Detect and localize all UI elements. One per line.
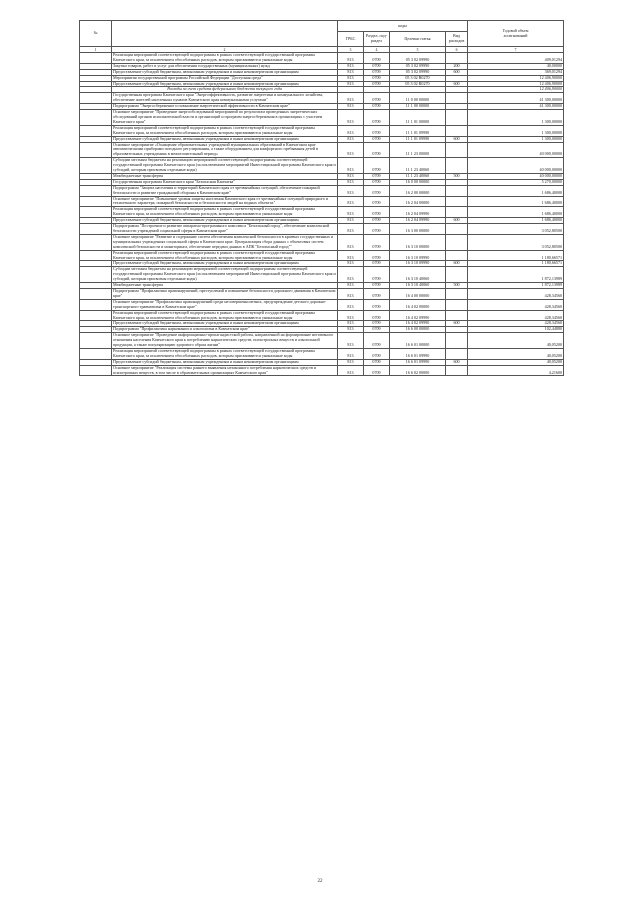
table-row <box>80 53 564 64</box>
row-name-cell: Расходы за счет средств федерального бюджета текущего года <box>112 87 338 93</box>
budget-document <box>79 20 563 376</box>
row-target-cell: 16 3 10 09990 <box>390 250 446 261</box>
col-number-7: 7 <box>468 47 564 53</box>
row-number-cell <box>80 185 112 196</box>
row-target-cell: 11 1 01 09990 <box>390 125 446 136</box>
row-amount-cell: 1 180,66571 <box>468 261 564 267</box>
row-number-cell <box>80 250 112 261</box>
row-type-cell <box>446 142 468 158</box>
row-section-cell: 0709 <box>364 104 390 110</box>
row-amount-cell: 1 872,13989 <box>468 267 564 283</box>
row-grbs-cell: 813 <box>338 158 364 174</box>
row-target-cell: 11 0 00 00000 <box>390 93 446 104</box>
row-grbs-cell: 813 <box>338 110 364 126</box>
row-target-cell: 16 3 10 40060 <box>390 267 446 283</box>
row-name-cell: Реализация мероприятий соответствующей подпрограммы в рамках соответствующей государственной программы Камчатского края, за исключением обособленных расходов, которым присваиваются уникальные коды <box>112 125 338 136</box>
row-name-cell: Основное мероприятие "Проведение информационно-пропагандистской работы, направленной на формирование негативного отношения населения Камчатского края к потреблению наркотических средств, психотропных веществ и алкогольной продукции, а также популяризацию здорового образа жизни" <box>112 333 338 349</box>
row-grbs-cell: 813 <box>338 359 364 365</box>
row-grbs-cell: 813 <box>338 321 364 327</box>
row-name-cell: Предоставление субсидий бюджетным, автономным учреждениям и иным некоммерческим организациям <box>112 321 338 327</box>
table-row <box>80 196 564 207</box>
row-number-cell <box>80 267 112 283</box>
row-target-cell: 16 6 01 09990 <box>390 359 446 365</box>
table-row <box>80 125 564 136</box>
row-number-cell <box>80 224 112 235</box>
row-name-cell: Предоставление субсидий бюджетным, автономным учреждениям и иным некоммерческим организациям <box>112 359 338 365</box>
row-number-cell <box>80 299 112 310</box>
row-name-cell: Субсидии местным бюджетам на реализацию мероприятий соответствующей подпрограммы соответствующей государственной программы Камчатского края (за исключением мероприятий Инвестиционной программы Камчатского края и субсидий, которым присвоены отдельные коды) <box>113 266 336 282</box>
row-grbs-cell: 813 <box>338 63 364 69</box>
header-type: Вид расходов <box>446 32 468 47</box>
row-type-cell: 600 <box>446 136 468 142</box>
row-type-cell <box>446 365 468 376</box>
row-amount-cell: 40,05200 <box>468 359 564 365</box>
row-target-cell: 16 6 01 00000 <box>390 333 446 349</box>
row-amount-cell: 1 686,40000 <box>468 218 564 224</box>
header-section: Раздел, под- раздел <box>364 32 390 47</box>
row-amount-cell: 1 300,00000 <box>468 110 564 126</box>
row-number-cell <box>80 196 112 207</box>
row-target-cell: 16 4 02 09990 <box>390 321 446 327</box>
row-type-cell <box>446 196 468 207</box>
row-name-cell: Основное мероприятие "Проведение энергообследований мероприятий по результатам проведенных энергетических обследований органов исполнительной власти и организаций и программ энергосбережения в организациях с участием Камчатского края" <box>112 110 338 126</box>
row-grbs-cell: 813 <box>338 93 364 104</box>
header-target: Целевая статья <box>390 32 446 47</box>
table-row <box>80 234 564 250</box>
row-number-cell <box>80 333 112 349</box>
row-grbs-cell: 813 <box>338 207 364 218</box>
row-target-cell: 16 4 00 00000 <box>390 288 446 299</box>
row-section-cell: 0709 <box>364 321 390 327</box>
row-target-cell: 16 2 04 00000 <box>390 196 446 207</box>
row-target-cell: 11 1 23 40060 <box>390 158 446 174</box>
row-name-cell: Субсидии местным бюджетам на реализацию мероприятий соответствующей подпрограммы соответствующей государственной программы Камчатского края (за исключением мероприятий Инвестиционной программы Камчатского края и субсидий, которым присвоены отдельные коды) <box>113 157 336 173</box>
table-row <box>80 348 564 359</box>
row-section-cell: 0709 <box>364 69 390 75</box>
row-section-cell: 0709 <box>364 348 390 359</box>
row-target-cell: 16 3 10 00000 <box>390 234 446 250</box>
row-amount-cell: 41 300,00000 <box>468 104 564 110</box>
row-section-cell: 0709 <box>364 359 390 365</box>
row-target-cell: 05 3 02 R0270 <box>390 81 446 87</box>
table-row <box>80 333 564 349</box>
row-amount-cell: 40 000,00000 <box>468 173 564 179</box>
row-type-cell <box>446 348 468 359</box>
row-type-cell <box>446 250 468 261</box>
row-target-cell: 16 3 10 40060 <box>390 283 446 289</box>
row-amount-cell: 1 686,40000 <box>468 207 564 218</box>
row-name-cell: Межбюджетные трансферты <box>112 173 338 179</box>
row-target-cell: 16 6 01 09990 <box>390 348 446 359</box>
row-name-cell: Мероприятия государственной программы Российской Федерации "Доступная среда" <box>112 75 338 81</box>
row-section-cell: 0709 <box>364 288 390 299</box>
col-number-1: 1 <box>80 47 112 53</box>
table-row <box>80 224 564 235</box>
table-row <box>80 93 564 104</box>
row-number-cell <box>80 288 112 299</box>
row-name-cell: Предоставление субсидий бюджетным, автономным учреждениям и иным некоммерческим организациям <box>112 81 338 87</box>
row-type-cell: 600 <box>446 81 468 87</box>
row-number-cell <box>80 142 112 158</box>
row-type-cell <box>446 267 468 283</box>
row-grbs-cell: 813 <box>338 288 364 299</box>
row-amount-cell: 428,34560 <box>468 310 564 321</box>
row-target-cell: 16 6 02 00000 <box>390 365 446 376</box>
row-name-cell: Основное мероприятие "Повышение уровня защиты населения Камчатского края от чрезвычайных ситуаций природного и техногенного характера, пожарной безопасности и безопасности людей на водных объектах" <box>112 196 338 207</box>
row-type-cell: 200 <box>446 63 468 69</box>
row-amount-cell: 4,21600 <box>468 365 564 376</box>
row-name-cell: Основное мероприятие «Оснащение образовательных учреждений муниципальных образований в Камчатском крае автоматическими приборами погодного регулирования, а также оборудованием для комфортного пребывания детей в образовательных учреждениях в межотопительный период» <box>112 142 338 158</box>
row-number-cell <box>80 234 112 250</box>
row-section-cell: 0709 <box>364 283 390 289</box>
row-section-cell: 0709 <box>364 365 390 376</box>
row-section-cell: 0709 <box>364 142 390 158</box>
row-section-cell: 0709 <box>364 179 390 185</box>
row-name-cell: Реализация мероприятий соответствующей подпрограммы в рамках соответствующей государственной программы Камчатского края, за исключением обособленных расходов, которым присваиваются уникальные коды <box>112 53 338 64</box>
row-target-cell: 16 6 00 00000 <box>390 327 446 333</box>
row-name-cell: Основное мероприятие "Развитие и содержание систем обеспечения комплексной безопасности в краевых государственных и муниципальных учреждениях социальной сферы в Камчатском крае. Централизация сбора данных с объектовых систем комплексной безопасности и мониторинга, обеспечение передачи данных в АПК "Безопасный город"" <box>112 234 338 250</box>
row-section-cell: 0709 <box>364 173 390 179</box>
row-target-cell: 16 2 04 09990 <box>390 207 446 218</box>
row-grbs-cell: 813 <box>338 136 364 142</box>
row-amount-cell: 12 406,90000 <box>468 87 564 93</box>
row-number-cell <box>80 125 112 136</box>
col-number-5: 5 <box>390 47 446 53</box>
row-amount-cell: 12 406,90000 <box>468 75 564 81</box>
row-grbs-cell: 813 <box>338 310 364 321</box>
row-grbs-cell: 813 <box>338 261 364 267</box>
row-section-cell: 0709 <box>364 53 390 64</box>
table-row <box>80 310 564 321</box>
row-type-cell: 500 <box>446 283 468 289</box>
header-codes: коды <box>338 21 468 32</box>
row-grbs-cell: 813 <box>338 179 364 185</box>
row-section-cell: 0709 <box>364 261 390 267</box>
header-grbs: ГРБС <box>338 32 364 47</box>
row-name-cell: Предоставление субсидий бюджетным, автономным учреждениям и иным некоммерческим организациям <box>112 218 338 224</box>
row-name-cell: Подпрограмма "Построение и развитие аппаратно-программного комплекса "Безопасный город", обеспечение комплексной безопасности учреждений социальной сферы в Камчатском крае" <box>112 224 338 235</box>
row-amount-cell: 1 872,13989 <box>468 283 564 289</box>
row-section-cell: 0709 <box>364 224 390 235</box>
row-section-cell: 0709 <box>364 125 390 136</box>
row-type-cell: 500 <box>446 173 468 179</box>
row-section-cell: 0709 <box>364 75 390 81</box>
row-amount-cell: 12 406,90000 <box>468 81 564 87</box>
table-row <box>80 158 564 174</box>
row-target-cell: 11 1 00 00000 <box>390 104 446 110</box>
table-row <box>80 267 564 283</box>
row-name-cell: Предоставление субсидий бюджетным, автономным учреждениям и иным некоммерческим организациям <box>112 261 338 267</box>
budget-table <box>79 20 564 376</box>
row-type-cell <box>446 93 468 104</box>
row-grbs-cell: 813 <box>338 69 364 75</box>
row-grbs-cell: 813 <box>338 185 364 196</box>
row-type-cell <box>446 185 468 196</box>
row-section-cell: 0709 <box>364 158 390 174</box>
row-grbs-cell: 813 <box>338 196 364 207</box>
table-row <box>80 207 564 218</box>
row-name-cell: Закупка товаров, работ и услуг для обеспечения государственных (муниципальных) нужд <box>112 63 338 69</box>
row-target-cell: 16 3 10 09990 <box>390 261 446 267</box>
row-amount-cell: 1 300,00000 <box>468 136 564 142</box>
table-row <box>80 110 564 126</box>
row-section-cell: 0709 <box>364 207 390 218</box>
row-type-cell <box>446 207 468 218</box>
row-amount-cell: 40 000,00000 <box>468 158 564 174</box>
row-type-cell: 600 <box>446 321 468 327</box>
row-section-cell: 0709 <box>364 234 390 250</box>
table-row <box>80 288 564 299</box>
row-grbs-cell: 813 <box>338 75 364 81</box>
row-number-cell <box>80 310 112 321</box>
header-annual: Годовой объем ассигнований <box>468 21 564 47</box>
row-name-cell: Подпрограмма "Защита населения и территорий Камчатского края от чрезвычайных ситуаций, обеспечение пожарной безопасности и развитие гражданской обороны в Камчатском крае" <box>112 185 338 196</box>
col-number-3: 3 <box>338 47 364 53</box>
row-target-cell: 05 3 02 09990 <box>390 63 446 69</box>
row-type-cell <box>446 333 468 349</box>
row-grbs-cell: 813 <box>338 81 364 87</box>
row-number-cell <box>80 110 112 126</box>
row-target-cell: 11 1 01 09990 <box>390 136 446 142</box>
row-target-cell: 16 4 02 09990 <box>390 310 446 321</box>
row-amount-cell: 41 300,00000 <box>468 93 564 104</box>
row-amount-cell: 3 052,80500 <box>468 234 564 250</box>
row-amount-cell: 5 270,00000 <box>468 179 564 185</box>
row-amount-cell: 428,34560 <box>468 299 564 310</box>
row-amount-cell: 1 180,66571 <box>468 250 564 261</box>
row-section-cell: 0709 <box>364 110 390 126</box>
row-name-cell: Реализация мероприятий соответствующей подпрограммы в рамках соответствующей государственной программы Камчатского края, за исключением обособленных расходов, которым присваиваются уникальные коды <box>112 348 338 359</box>
row-target-cell: 05 3 02 R0270 <box>390 75 446 81</box>
row-amount-cell: 40,05200 <box>468 333 564 349</box>
table-row <box>80 365 564 376</box>
row-section-cell: 0709 <box>364 136 390 142</box>
row-grbs-cell: 813 <box>338 53 364 64</box>
row-name-cell: Государственная программа Камчатского края "Безопасная Камчатка" <box>112 179 338 185</box>
row-section-cell: 0709 <box>364 185 390 196</box>
row-name-cell: Предоставление субсидий бюджетным, автономным учреждениям и иным некоммерческим организациям <box>112 136 338 142</box>
row-grbs-cell: 813 <box>338 250 364 261</box>
row-number-cell <box>80 93 112 104</box>
row-section-cell: 0709 <box>364 196 390 207</box>
row-amount-cell: 3 052,80500 <box>468 224 564 235</box>
row-target-cell: 05 3 02 09990 <box>390 69 446 75</box>
table-row <box>80 299 564 310</box>
row-type-cell <box>446 310 468 321</box>
row-grbs-cell: 813 <box>338 327 364 333</box>
row-grbs-cell: 813 <box>338 224 364 235</box>
row-grbs-cell: 813 <box>338 104 364 110</box>
row-type-cell: 600 <box>446 261 468 267</box>
row-amount-cell: 428,34560 <box>468 288 564 299</box>
row-grbs-cell: 813 <box>338 299 364 310</box>
row-section-cell: 0709 <box>364 81 390 87</box>
row-number-cell <box>80 365 112 376</box>
row-target-cell: 11 1 23 00000 <box>390 142 446 158</box>
row-section-cell: 0709 <box>364 310 390 321</box>
page-number: 22 <box>317 879 323 884</box>
row-type-cell <box>446 125 468 136</box>
row-amount-cell: 409,01294 <box>468 53 564 64</box>
row-number-cell <box>80 348 112 359</box>
row-name-cell: Основное мероприятие "Реализация системы раннего выявления незаконного потребления наркотических средств и психотропных веществ, в том числе в образовательных организациях Камчатского края" <box>112 365 338 376</box>
row-name-cell: Предоставление субсидий бюджетным, автономным учреждениям и иным некоммерческим организациям <box>112 69 338 75</box>
row-grbs-cell: 813 <box>338 333 364 349</box>
row-name-cell: Межбюджетные трансферты <box>112 283 338 289</box>
row-type-cell <box>446 234 468 250</box>
col-number-2: 2 <box>112 47 338 53</box>
row-grbs-cell: 813 <box>338 283 364 289</box>
row-amount-cell: 428,34560 <box>468 321 564 327</box>
row-grbs-cell: 813 <box>338 234 364 250</box>
row-type-cell <box>446 110 468 126</box>
row-type-cell <box>446 224 468 235</box>
row-name-cell: Реализация мероприятий соответствующей подпрограммы в рамках соответствующей государственной программы Камчатского края, за исключением обособленных расходов, которым присваиваются уникальные коды <box>112 250 338 261</box>
row-target-cell: 16 4 02 00000 <box>390 299 446 310</box>
row-name-cell: Подпрограмма "Профилактика правонарушений, преступлений и повышение безопасности дорожного движения в Камчатском крае" <box>113 287 336 298</box>
row-number-cell <box>80 158 112 174</box>
row-amount-cell: 1 686,40000 <box>468 185 564 196</box>
row-amount-cell: 1 686,40000 <box>468 196 564 207</box>
row-section-cell: 0709 <box>364 63 390 69</box>
row-target-cell: 11 1 01 00000 <box>390 110 446 126</box>
col-number-4: 4 <box>364 47 390 53</box>
row-grbs-cell: 813 <box>338 348 364 359</box>
row-grbs-cell: 813 <box>338 267 364 283</box>
row-name-cell: Подпрограмма "Профилактика наркомании и алкоголизма в Камчатском крае" <box>112 327 338 333</box>
row-section-cell: 0709 <box>364 267 390 283</box>
header-number: № <box>80 21 112 47</box>
row-amount-cell: 40,00000 <box>468 63 564 69</box>
row-amount-cell: 40,05200 <box>468 348 564 359</box>
table-row <box>80 142 564 158</box>
row-section-cell: 0709 <box>364 93 390 104</box>
row-section-cell: 0709 <box>364 218 390 224</box>
row-target-cell: 05 3 02 09990 <box>390 53 446 64</box>
row-section-cell: 0709 <box>364 327 390 333</box>
table-row <box>80 250 564 261</box>
row-name-cell: Основное мероприятие "Профилактика правонарушений среди несовершеннолетних, предупреждение детского дорожно-транспортного травматизма в Камчатском крае" <box>112 299 338 310</box>
table-row <box>80 185 564 196</box>
row-section-cell: 0709 <box>364 250 390 261</box>
row-name-cell: Подпрограмма "Энергосбережение и повышение энергетической эффективности в Камчатском крае" <box>112 104 338 110</box>
row-type-cell <box>446 158 468 174</box>
row-name-cell: Реализация мероприятий соответствующей подпрограммы в рамках соответствующей государственной программы Камчатского края, за исключением обособленных расходов, которым присваиваются уникальные коды <box>112 207 338 218</box>
row-amount-cell: 40 000,00000 <box>468 142 564 158</box>
row-amount-cell: 102,44880 <box>468 327 564 333</box>
header-name <box>112 21 338 47</box>
row-target-cell: 16 2 04 09990 <box>390 218 446 224</box>
row-type-cell <box>446 299 468 310</box>
row-amount-cell: 369,01294 <box>468 69 564 75</box>
row-target-cell: 11 1 23 40060 <box>390 173 446 179</box>
row-grbs-cell: 813 <box>338 125 364 136</box>
row-grbs-cell: 813 <box>338 365 364 376</box>
row-number-cell <box>80 53 112 64</box>
row-section-cell: 0709 <box>364 299 390 310</box>
row-grbs-cell: 813 <box>338 218 364 224</box>
row-target-cell: 16 3 00 00000 <box>390 224 446 235</box>
col-number-6: 6 <box>446 47 468 53</box>
row-type-cell: 600 <box>446 218 468 224</box>
row-name-cell: Реализация мероприятий соответствующей подпрограммы в рамках соответствующей государственной программы Камчатского края, за исключением обособленных расходов, которым присваиваются уникальные коды <box>112 310 338 321</box>
row-amount-cell: 1 300,00000 <box>468 125 564 136</box>
row-type-cell <box>446 288 468 299</box>
row-name-cell: Государственная программа Камчатского края "Энергоэффективность, развитие энергетики и коммунального хозяйства, обеспечение жителей населенных пунктов Камчатского края коммунальными услугами" <box>112 93 338 104</box>
row-number-cell <box>80 207 112 218</box>
row-section-cell: 0709 <box>364 333 390 349</box>
row-type-cell: 600 <box>446 69 468 75</box>
row-target-cell: 16 0 00 00000 <box>390 179 446 185</box>
row-type-cell: 600 <box>446 359 468 365</box>
row-target-cell: 16 2 00 00000 <box>390 185 446 196</box>
row-grbs-cell: 813 <box>338 173 364 179</box>
table-body <box>80 53 564 376</box>
row-grbs-cell: 813 <box>338 142 364 158</box>
row-type-cell <box>446 53 468 64</box>
